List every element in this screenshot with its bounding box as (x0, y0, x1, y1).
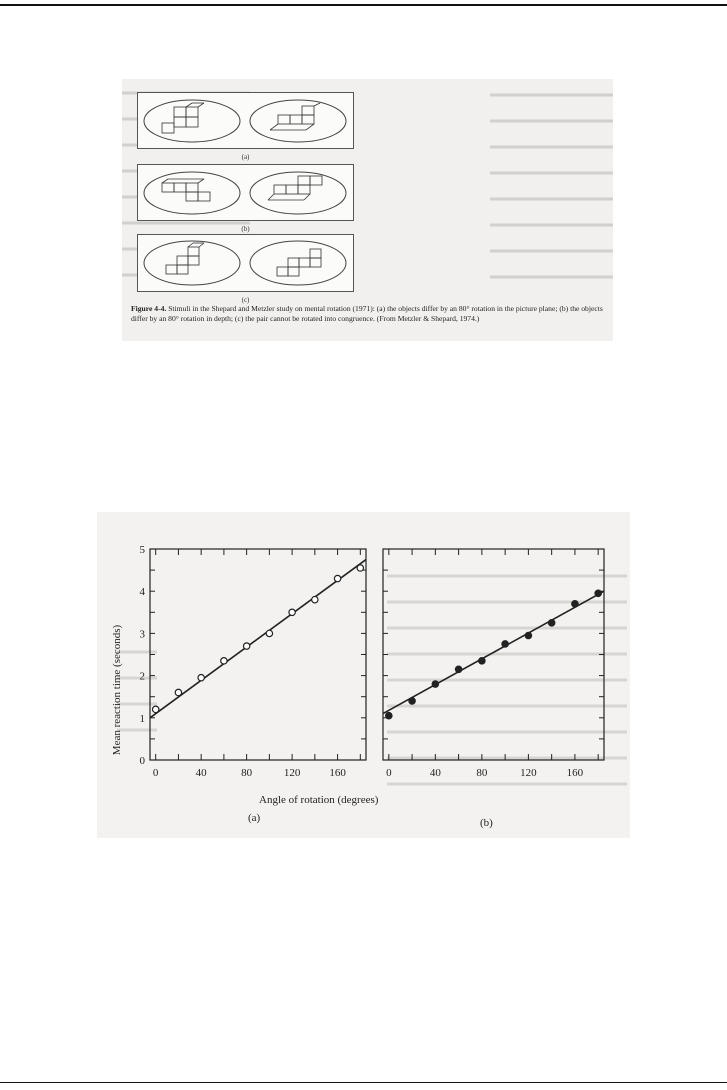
panel-label-a: (a) (241, 153, 250, 161)
x-axis-label: Angle of rotation (degrees) (259, 794, 379, 806)
fit-line (150, 560, 366, 718)
data-point (198, 675, 204, 681)
x-tick-label: 80 (241, 767, 253, 779)
data-point (266, 630, 272, 636)
x-tick-label: 0 (152, 767, 159, 779)
y-axis-label: Mean reaction time (seconds) (111, 624, 123, 756)
data-point (386, 712, 392, 718)
chart-panel-label-a: (a) (248, 812, 261, 824)
chart-panel-a (140, 544, 367, 779)
x-tick-label: 120 (520, 767, 537, 779)
y-tick-label: 2 (139, 670, 145, 683)
plot-frame (150, 549, 366, 760)
y-tick-label: 5 (139, 544, 145, 556)
x-tick-label: 160 (329, 767, 346, 779)
panel-label-c: (c) (241, 296, 250, 304)
x-tick-label: 0 (386, 767, 392, 779)
data-point (175, 689, 181, 695)
data-point (595, 590, 601, 596)
data-point (312, 596, 318, 602)
data-point (334, 575, 340, 581)
data-point (221, 658, 227, 664)
x-tick-label: 120 (283, 767, 301, 779)
x-tick-label: 160 (566, 767, 584, 779)
data-point (455, 666, 461, 672)
data-point (152, 706, 158, 712)
bottom-rule (0, 1082, 727, 1083)
y-tick-label: 4 (139, 586, 145, 599)
data-point (243, 643, 249, 649)
panel-label-b: (b) (241, 225, 250, 233)
data-point (409, 698, 415, 704)
data-point (548, 620, 554, 626)
data-point (479, 658, 485, 664)
plot-frame (383, 549, 604, 760)
data-point (289, 609, 295, 615)
data-point (502, 641, 508, 647)
x-tick-label: 40 (195, 767, 207, 779)
data-point (432, 681, 438, 687)
figure-caption-number: Figure 4-4. (131, 304, 167, 313)
y-tick-label: 0 (139, 755, 145, 767)
data-point (357, 565, 363, 571)
y-tick-label: 3 (139, 628, 145, 641)
figure-caption-text: Stimuli in the Shepard and Metzler study on mental rotation (1971): (a) the objects differ by an 80° rotation in the picture plane; (b) the objects differ by an 80° rotation in depth; (c) the pair cannot be rotated into congruence. (From Metzler & Shepard, 1974.) (131, 304, 603, 323)
data-point (572, 601, 578, 607)
x-tick-label: 80 (476, 767, 488, 779)
y-tick-label: 1 (139, 712, 145, 725)
data-point (525, 632, 531, 638)
chart-panel-b (383, 549, 604, 779)
x-tick-label: 40 (429, 767, 441, 779)
chart-panel-label-b: (b) (480, 817, 493, 829)
fit-line (383, 591, 604, 713)
